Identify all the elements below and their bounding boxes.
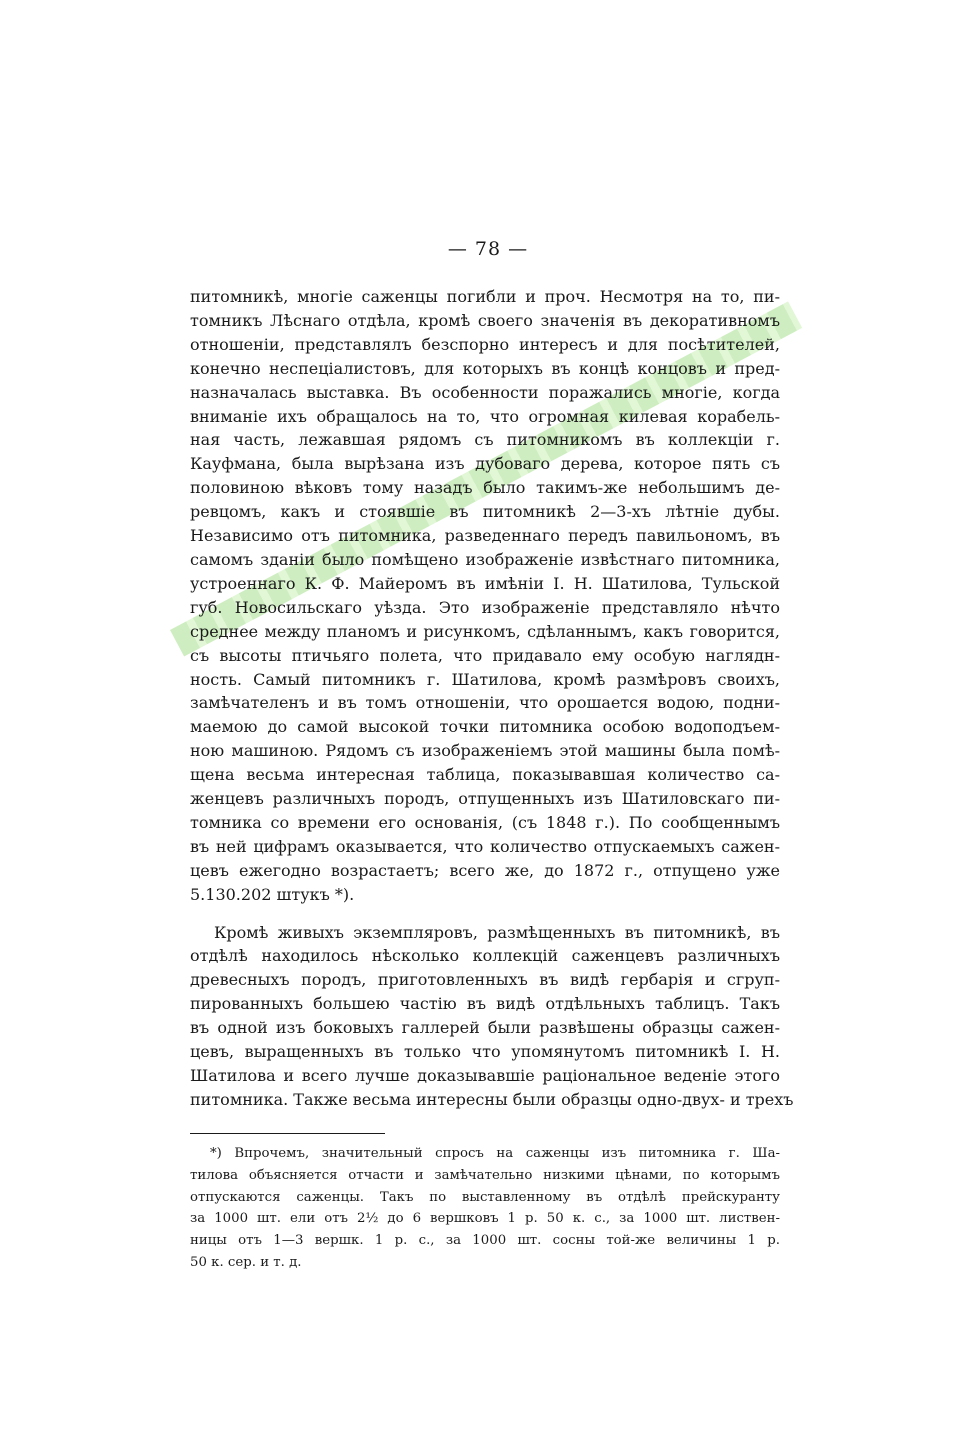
footnote-line: тилова объясняется отчасти и замѣчательно низкими цѣнами, по которымъ — [190, 1167, 780, 1183]
text-line: томникъ Лѣснаго отдѣла, кромѣ своего значенія въ декоративномъ — [190, 310, 780, 330]
text-line: Кромѣ живыхъ экземпляровъ, размѣщенныхъ въ питомникѣ, въ — [214, 922, 780, 942]
text-line: цевъ, выращенныхъ въ только что упомянутомъ питомникѣ І. Н. — [190, 1042, 780, 1062]
footnote-divider — [190, 1133, 385, 1134]
text-line: ревцомъ, какъ и стоявшіе въ питомникѣ 2—3-хъ лѣтніе дубы. — [190, 502, 780, 522]
footnote-line: 50 к. сер. и т. д. — [190, 1254, 302, 1270]
text-line: женцевъ различныхъ породъ, отпущенныхъ изъ Шатиловскаго пи- — [190, 789, 780, 809]
text-line: ною машиною. Рядомъ съ изображеніемъ этой машины была помѣ- — [190, 741, 780, 761]
text-line: въ одной изъ боковыхъ галлерей были развѣшены образцы сажен- — [190, 1018, 780, 1038]
body-text — [190, 285, 794, 1112]
text-line: среднее между планомъ и рисункомъ, сдѣланнымъ, какъ говорится, — [190, 621, 780, 641]
text-line: отдѣлѣ находилось нѣсколько коллекцій саженцевъ различныхъ — [190, 946, 780, 966]
text-line: назначалась выставка. Въ особенности поражались многіе, когда — [190, 382, 780, 402]
text-line: цевъ ежегодно возрастаетъ; всего же, до 1872 г., отпущено уже — [190, 860, 780, 880]
text-line: маемою до самой высокой точки питомника особою водоподъем- — [190, 717, 780, 737]
text-line: пированныхъ большею частію въ видѣ отдѣльныхъ таблицъ. Такъ — [190, 994, 780, 1014]
text-line: питомникѣ, многіе саженцы погибли и проч. Несмотря на то, пи- — [190, 287, 780, 306]
text-line: ность. Самый питомникъ г. Шатилова, кромѣ размѣровъ своихъ, — [190, 669, 780, 689]
paragraph-1 — [190, 285, 780, 907]
footnote — [190, 1143, 780, 1274]
text-line: питомника. Также весьма интересны были образцы одно-двух- и трехъ — [190, 1089, 794, 1109]
text-line: ная часть, лежавшая рядомъ съ питомникомъ въ коллекціи г. — [190, 430, 780, 450]
text-line: самомъ зданіи было помѣщено изображеніе извѣстнаго питомника, — [190, 549, 780, 569]
paragraph-2 — [190, 921, 794, 1112]
text-line: вниманіе ихъ обращалось на то, что огромная килевая корабель- — [190, 406, 780, 426]
footnote-line: *) Впрочемъ, значительный спросъ на саженцы изъ питомника г. Ша- — [210, 1146, 780, 1161]
text-line: Шатилова и всего лучше доказывавшіе раціональное веденіе этого — [190, 1066, 780, 1085]
text-line: томника со времени его основанія, (съ 1848 г.). По сообщеннымъ — [190, 812, 780, 832]
text-line: щена весьма интересная таблица, показывавшая количество са- — [190, 765, 780, 785]
text-line: конечно неспеціалистовъ, для которыхъ въ концѣ концовъ и пред- — [190, 358, 780, 378]
text-line: Кауфмана, была вырѣзана изъ дубоваго дерева, которое пять съ — [190, 454, 780, 474]
footnote-line: ницы отъ 1—3 вершк. 1 р. с., за 1000 шт. сосны той-же величины 1 р. — [190, 1233, 780, 1249]
text-line: отношеніи, представлялъ безспорно интересъ и для посѣтителей, — [190, 334, 780, 354]
text-line: съ высоты птичьяго полета, что придавало ему особую наглядн- — [190, 645, 780, 665]
text-line: губ. Новосильскаго уѣзда. Это изображеніе представляло нѣчто — [190, 597, 780, 617]
text-line: древесныхъ породъ, приготовленныхъ въ видѣ гербарія и сгруп- — [190, 970, 780, 990]
text-line: 5.130.202 штукъ *). — [190, 884, 355, 904]
text-line: Независимо отъ питомника, разведеннаго передъ павильономъ, въ — [190, 526, 780, 546]
text-line: въ ней цифрамъ оказывается, что количество отпускаемыхъ сажен- — [190, 836, 780, 856]
text-line: замѣчателенъ и въ томъ отношеніи, что орошается водою, подни- — [190, 693, 780, 713]
text-line: половиною вѣковъ тому назадъ было такимъ-же небольшимъ де- — [190, 478, 780, 498]
text-line: устроеннаго К. Ф. Майеромъ въ имѣніи І. Н. Шатилова, Тульской — [190, 573, 780, 593]
footnote-line: за 1000 шт. ели отъ 2½ до 6 вершковъ 1 р. 50 к. с., за 1000 шт. листвен- — [190, 1211, 780, 1227]
footnote-line: отпускаются саженцы. Такъ по выставленному въ отдѣлѣ прейскуранту — [190, 1189, 780, 1205]
page-number: — 78 — — [447, 238, 529, 260]
